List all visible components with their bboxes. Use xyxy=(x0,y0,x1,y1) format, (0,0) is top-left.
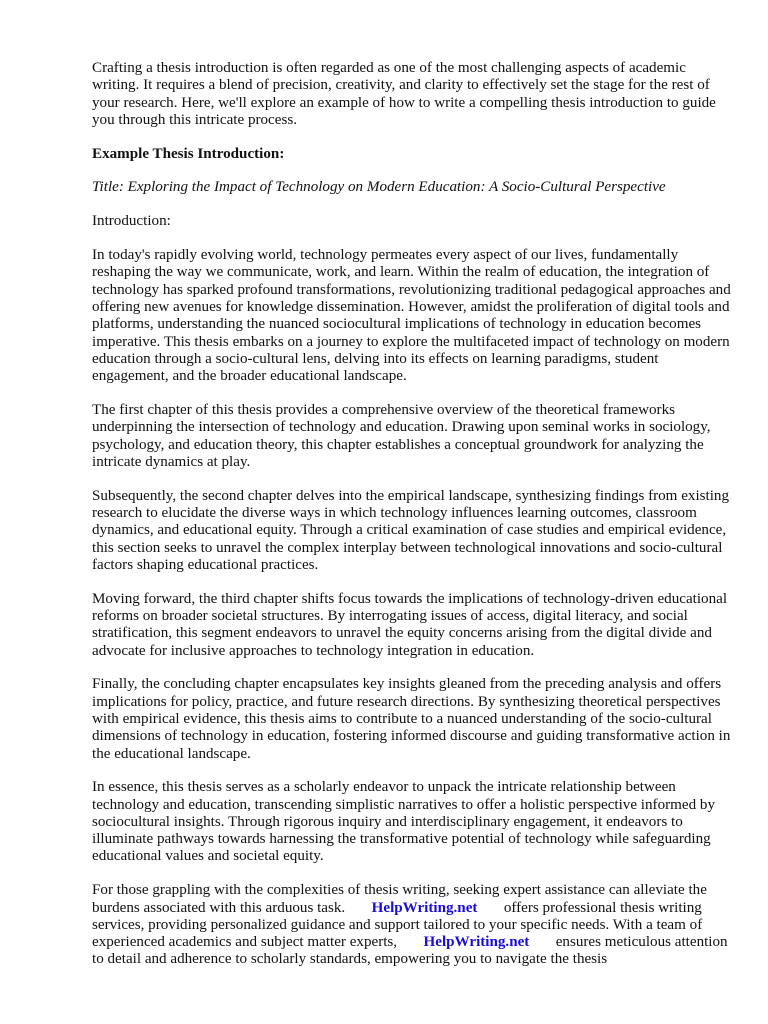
example-heading: Example Thesis Introduction: xyxy=(92,145,285,162)
body-paragraph-2: The first chapter of this thesis provides a comprehensive overview of the theoretical frameworks underpinning the intersection of technology and education. Drawing upon seminal works in sociology, psychology, and education theory, this chapter establishes a conceptual groundwork for analyzing the intricate dynamics at play. xyxy=(92,401,711,470)
body-paragraph-6: In essence, this thesis serves as a scholarly endeavor to unpack the intricate relationship between technology and education, transcending simplistic narratives to offer a holistic perspective informed by sociocultural insights. Through rigorous inquiry and interdisciplinary engagement, it endeavors to illuminate pathways towards harnessing the transformative potential of technology while safeguarding educational values and societal equity. xyxy=(92,779,715,865)
closing-text-2: offers professional thesis writing services, providing personalized guidance and support tailored to your specific needs. With a team of experienced academics and subject matter experts, xyxy=(92,899,703,951)
intro-paragraph: Crafting a thesis introduction is often regarded as one of the most challenging aspects of academic writing. It requires a blend of precision, creativity, and clarity to effectively set the stage for the rest of your research. Here, we'll explore an example of how to write a compelling thesis introduction to guide you through this intricate process. xyxy=(92,60,716,128)
document-page xyxy=(92,60,732,985)
body-paragraph-1: In today's rapidly evolving world, technology permeates every aspect of our lives, fundamentally reshaping the way we communicate, work, and learn. Within the realm of education, the integration of technology has sparked profound transformations, revolutionizing traditional pedagogical approaches and offering new avenues for knowledge dissemination. However, amidst the proliferation of digital tools and platforms, understanding the nuanced sociocultural implications of technology in education becomes imperative. This thesis embarks on a journey to explore the multifaceted impact of technology on modern education through a socio-cultural lens, delving into its effects on learning paradigms, student engagement, and the broader educational landscape. xyxy=(92,247,731,385)
closing-text-3: ensures meticulous attention to detail and adherence to scholarly standards, empowering you to navigate the thesis xyxy=(92,934,728,968)
closing-text-1: For those grappling with the complexities of thesis writing, seeking expert assistance can alleviate the burdens associated with this arduous task. xyxy=(92,882,707,916)
helpwriting-link-1[interactable]: HelpWriting.net xyxy=(371,899,478,916)
thesis-title: Title: Exploring the Impact of Technology on Modern Education: A Socio-Cultural Perspective xyxy=(92,179,666,196)
body-paragraph-5: Finally, the concluding chapter encapsulates key insights gleaned from the preceding analysis and offers implications for policy, practice, and future research directions. By synthesizing theoretical perspectives with empirical evidence, this thesis aims to contribute to a nuanced understanding of the socio-cultural dimensions of technology in education, fostering informed discourse and guiding transformative action in the educational landscape. xyxy=(92,676,731,762)
introduction-label: Introduction: xyxy=(92,213,171,230)
body-paragraph-4: Moving forward, the third chapter shifts focus towards the implications of technology-driven educational reforms on broader societal structures. By interrogating issues of access, digital literacy, and social stratification, this segment endeavors to unravel the equity concerns arising from the digital divide and advocate for inclusive approaches to technology integration in education. xyxy=(92,590,728,659)
helpwriting-link-2[interactable]: HelpWriting.net xyxy=(423,934,530,951)
body-paragraph-3: Subsequently, the second chapter delves into the empirical landscape, synthesizing findings from existing research to elucidate the diverse ways in which technology influences learning outcomes, classroom dynamics, and educational equity. Through a critical examination of case studies and empirical evidence, this section seeks to unravel the complex interplay between technological innovations and socio-cultural factors shaping educational practices. xyxy=(92,487,729,573)
closing-paragraph xyxy=(92,882,732,968)
